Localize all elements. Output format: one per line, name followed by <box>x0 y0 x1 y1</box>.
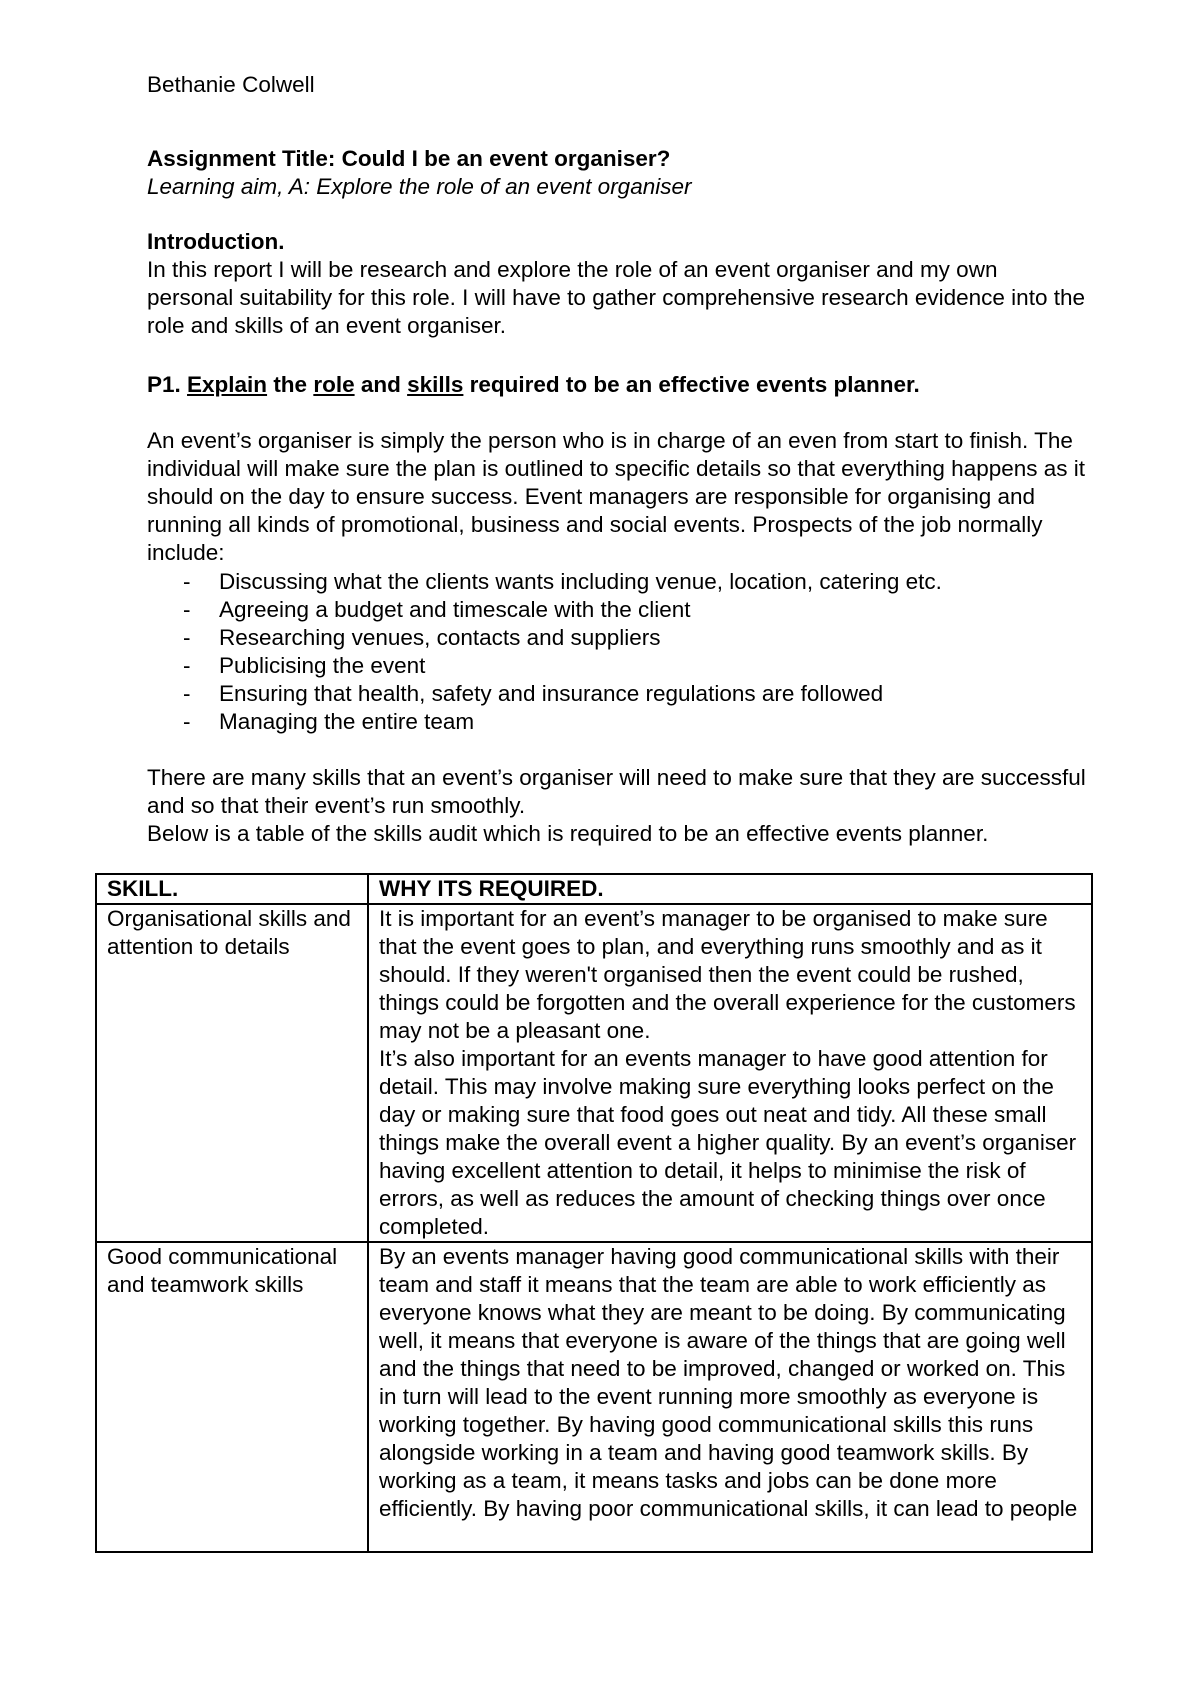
list-item-text: Discussing what the clients wants including venue, location, catering etc. <box>219 569 942 594</box>
list-item <box>147 708 1087 736</box>
reason-cell <box>368 904 1092 1242</box>
list-item-text: Agreeing a budget and timescale with the client <box>219 597 691 622</box>
reason-cell <box>368 1242 1092 1552</box>
p1-prefix: P1. <box>147 372 188 397</box>
table-row <box>96 904 1092 1242</box>
column-header-skill: SKILL. <box>96 874 368 904</box>
introduction-body: In this report I will be research and explore the role of an event organiser and my own personal suitability for this role. I will have to gather comprehensive research evidence into the role and skills of an event organiser. <box>147 257 1085 338</box>
assignment-title: Assignment Title: Could I be an event organiser? <box>147 146 671 171</box>
p1-word-role: role <box>313 372 355 397</box>
p1-suffix: required to be an effective events planner. <box>463 372 920 397</box>
p1-word-skills: skills <box>407 372 464 397</box>
learning-aim: Learning aim, A: Explore the role of an event organiser <box>147 174 692 199</box>
bullet-marker: - <box>183 653 191 678</box>
list-item-text: Researching venues, contacts and suppliers <box>219 625 661 650</box>
p1-heading <box>147 371 1087 399</box>
bullet-marker: - <box>183 597 191 622</box>
list-item-text: Publicising the event <box>219 653 426 678</box>
bullet-marker: - <box>183 625 191 650</box>
list-item-text: Ensuring that health, safety and insurance regulations are followed <box>219 681 884 706</box>
list-item <box>147 624 1087 652</box>
list-item-text: Managing the entire team <box>219 709 475 734</box>
skill-cell: Good communicational and teamwork skills <box>96 1242 368 1552</box>
introduction-heading: Introduction. <box>147 229 285 254</box>
reason-paragraph: It’s also important for an events manager to have good attention for detail. This may involve making sure everything looks perfect on the day or making sure that food goes out neat and tidy. All these small things make the overall event a higher quality. By an event’s organiser having excellent attention to detail, it helps to minimise the risk of errors, as well as reduces the amount of checking things over once completed. <box>379 1046 1077 1239</box>
bullet-marker: - <box>183 681 191 706</box>
p1-sep: and <box>354 372 408 397</box>
body-paragraph-skills: There are many skills that an event’s organiser will need to make sure that they are successful and so that their event’s run smoothly. <box>147 765 1086 818</box>
list-item <box>147 680 1087 708</box>
author-name: Bethanie Colwell <box>147 72 315 97</box>
column-header-reason: WHY ITS REQUIRED. <box>368 874 1092 904</box>
p1-word-explain: Explain <box>187 372 268 397</box>
skill-cell: Organisational skills and attention to details <box>96 904 368 1242</box>
bullet-marker: - <box>183 709 191 734</box>
table-header-row <box>96 874 1092 904</box>
body-paragraph-role: An event’s organiser is simply the person who is in charge of an even from start to finish. The individual will make sure the plan is outlined to specific details so that everything happens as it should on the day to ensure success. Event managers are responsible for organising and running all kinds of promotional, business and social events. Prospects of the job normally include: <box>147 428 1086 565</box>
duties-list <box>147 568 1087 736</box>
list-item <box>147 652 1087 680</box>
reason-paragraph: It is important for an event’s manager to be organised to make sure that the event goes to plan, and everything runs smoothly and as it should. If they weren't organised then the event could be rushed, things could be forgotten and the overall experience for the customers may not be a pleasant one. <box>379 906 1076 1043</box>
skills-audit-table <box>95 873 1093 1553</box>
list-item <box>147 596 1087 624</box>
p1-sep: the <box>267 372 314 397</box>
bullet-marker: - <box>183 569 191 594</box>
list-item <box>147 568 1087 596</box>
table-row <box>96 1242 1092 1552</box>
body-paragraph-table-intro: Below is a table of the skills audit which is required to be an effective events planner. <box>147 821 989 846</box>
reason-paragraph: By an events manager having good communicational skills with their team and staff it means that the team are able to work efficiently as everyone knows what they are meant to be doing. By communicating well, it means that everyone is aware of the things that are going well and the things that need to be improved, changed or worked on. This in turn will lead to the event running more smoothly as everyone is working together. By having good communicational skills this runs alongside working in a team and having good teamwork skills. By working as a team, it means tasks and jobs can be done more efficiently. By having poor communicational skills, it can lead to people <box>379 1244 1078 1521</box>
